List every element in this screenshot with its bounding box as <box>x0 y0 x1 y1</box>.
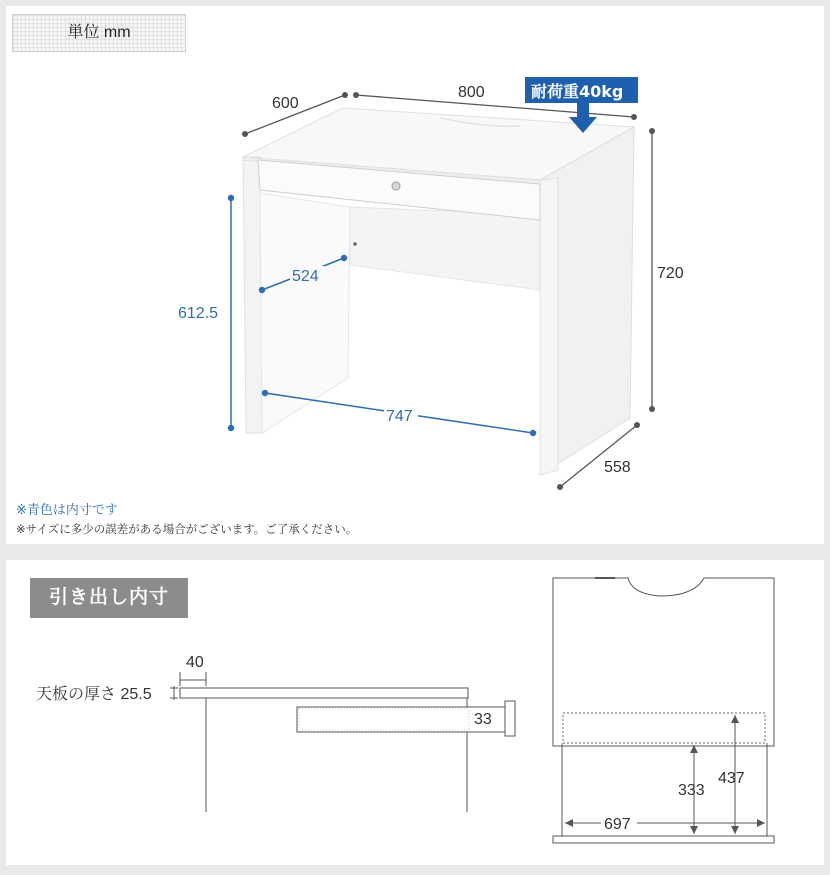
dim-dot <box>649 406 655 412</box>
dim-dot <box>634 422 640 428</box>
dim-inner-height-low: 333 <box>678 782 705 799</box>
desk-right-leg-front <box>540 178 558 475</box>
side-drawer-handle <box>505 701 515 736</box>
dim-inner-height-high: 437 <box>718 770 745 787</box>
desk-left-inner-panel <box>260 193 350 433</box>
desk-left-leg <box>243 157 262 433</box>
drawer-tray <box>562 743 767 836</box>
arrow-down-icon <box>731 826 739 834</box>
dim-drawer-inner-width: 697 <box>604 816 631 833</box>
dim-inner-height: 612.5 <box>178 305 219 322</box>
dim-dot <box>259 287 265 293</box>
drawer-section-title: 引き出し内寸 <box>30 578 188 618</box>
keyhole-icon <box>392 182 400 190</box>
dim-dot <box>557 484 563 490</box>
dim-dot <box>530 430 536 436</box>
unit-label: 単位 mm <box>12 14 186 52</box>
arrow-down-icon <box>690 826 698 834</box>
dim-dot <box>341 255 347 261</box>
drawer-front-view-top <box>553 578 774 746</box>
arrow-left-icon <box>565 819 573 827</box>
desk-back-panel <box>350 207 540 290</box>
dim-inner-width: 747 <box>386 408 413 425</box>
dim-dot <box>228 195 234 201</box>
blue-note: ※青色は内寸です <box>16 503 118 518</box>
dim-dot <box>342 92 348 98</box>
dim-height-total: 720 <box>657 265 684 282</box>
dim-dot <box>228 425 234 431</box>
drawer-tray-base <box>553 836 774 843</box>
arrow-right-icon <box>757 819 765 827</box>
dim-drawer-front-height: 33 <box>474 711 492 728</box>
dim-dot <box>649 128 655 134</box>
general-note: ※サイズに多少の誤差がある場合がございます。ご了承ください。 <box>16 522 358 536</box>
dim-dot <box>631 114 637 120</box>
load-badge-text: 耐荷重40kg <box>531 82 624 101</box>
top-thickness-label: 天板の厚さ 25.5 <box>36 686 152 703</box>
dim-inner-depth: 524 <box>292 268 319 285</box>
dim-dot <box>262 390 268 396</box>
dim-depth-top: 600 <box>272 95 299 112</box>
dim-dot <box>353 92 359 98</box>
dim-width-top: 800 <box>458 84 485 101</box>
dim-dot <box>242 131 248 137</box>
dim-front-offset: 40 <box>186 654 204 671</box>
dim-depth-side: 558 <box>604 459 631 476</box>
side-top-board <box>180 688 468 698</box>
screw-dot <box>353 242 357 246</box>
